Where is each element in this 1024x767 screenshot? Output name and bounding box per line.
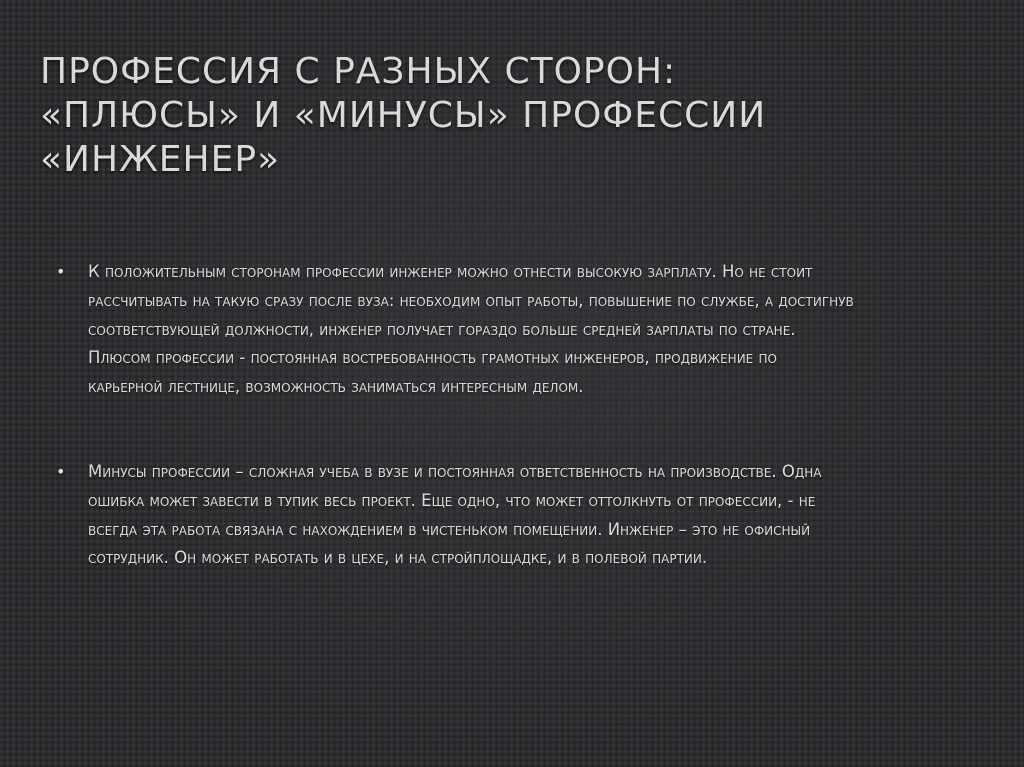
title-line-3: «ИНЖЕНЕР»: [40, 139, 281, 180]
bullet-dot-icon: •: [56, 461, 66, 481]
bullet-list: [56, 258, 856, 629]
bullet-item-cons: [56, 458, 856, 573]
bullet-text-cons: Минусы профессии – сложная учеба в вузе и постоянная ответственность на производстве. Одна ошибка может завести в тупик весь проект. Еще одно, что может оттолкнуть от профессии, - не всегда эта работа связана с нахождением в чистеньком помещении. Инженер – это не офисный сотрудник. Он может работать и в цехе, и на стройплощадке, и в полевой партии.: [88, 461, 822, 568]
title-line-2: «ПЛЮСЫ» И «МИНУСЫ» ПРОФЕССИИ: [40, 95, 767, 136]
title-line-1: ПРОФЕССИЯ С РАЗНЫХ СТОРОН:: [40, 51, 677, 92]
bullet-item-pros: [56, 258, 856, 402]
slide-title: [40, 50, 980, 182]
bullet-text-pros: К положительным сторонам профессии инженер можно отнести высокую зарплату. Но не стоит рассчитывать на такую сразу после вуза: необходим опыт работы, повышение по службе, а достигнув соответствующей должности, инженер получает гораздо больше средней зарплаты по стране. Плюсом профессии - постоянная востребованность грамотных инженеров, продвижение по карьерной лестнице, возможность заниматься интересным делом.: [88, 262, 854, 397]
bullet-dot-icon: •: [56, 262, 66, 281]
